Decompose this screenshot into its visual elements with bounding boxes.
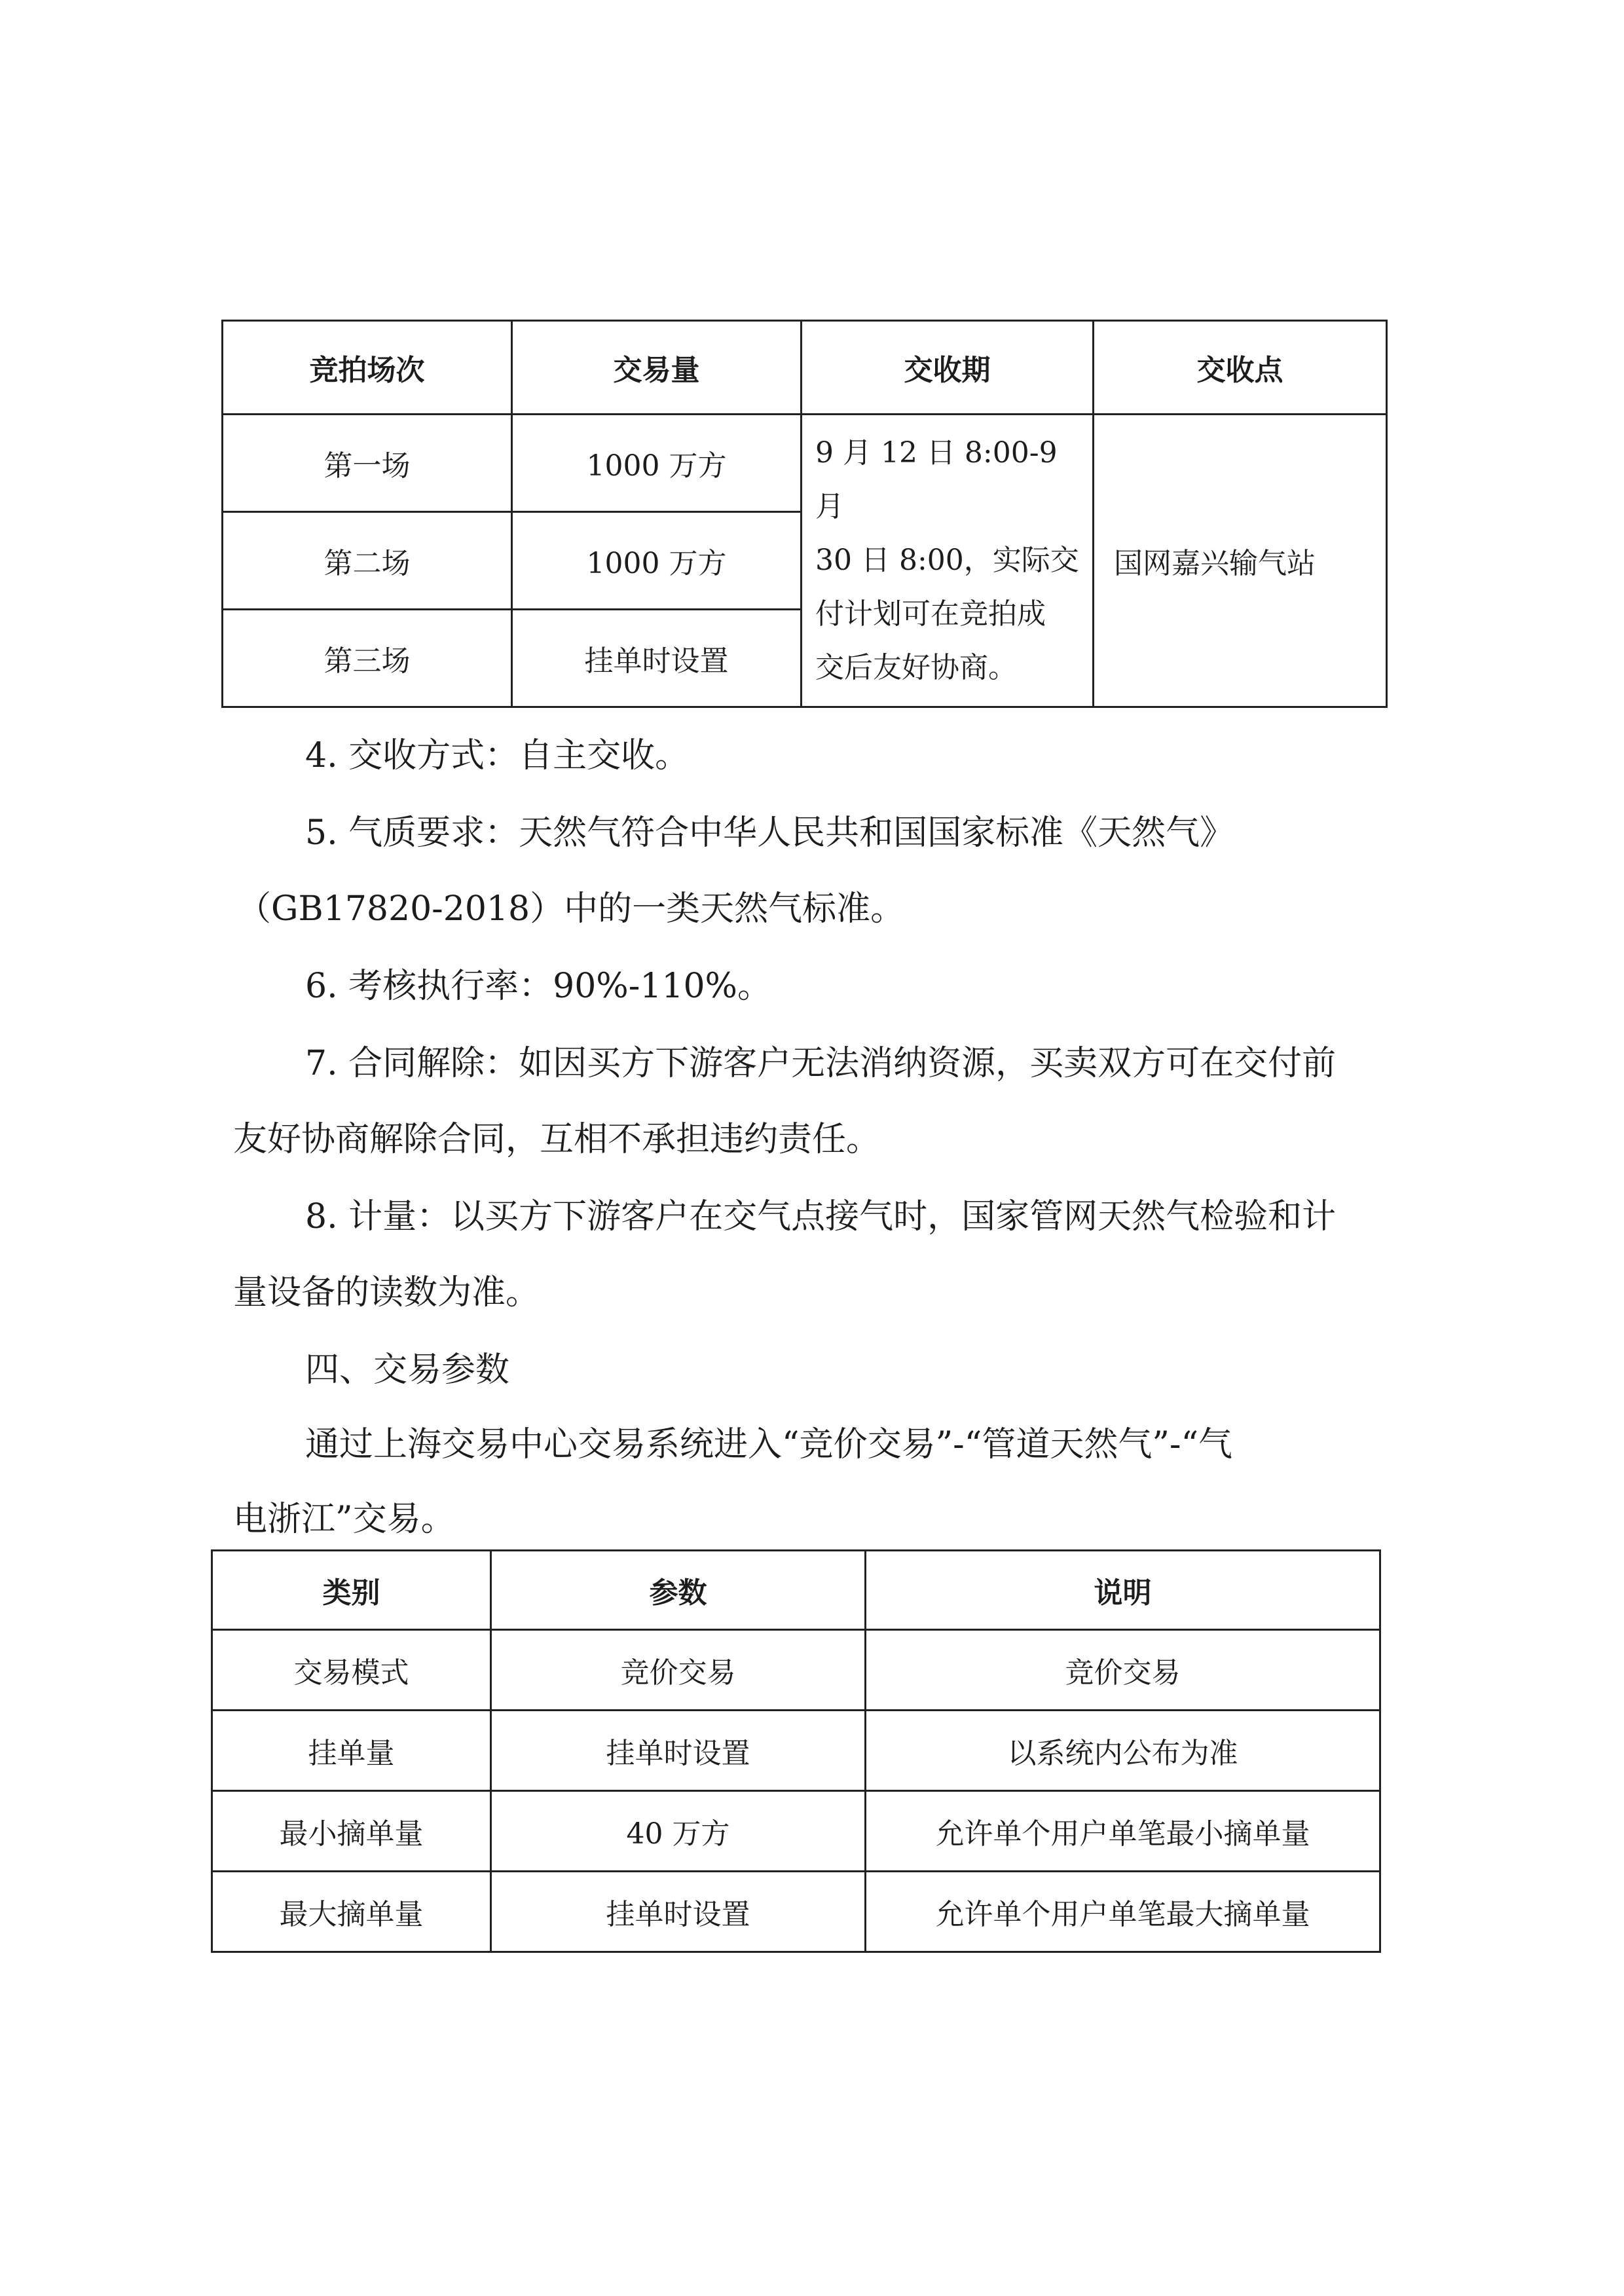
clause-execution-rate: 6. 考核执行率：90%-110%。	[305, 967, 771, 1006]
table-row	[223, 415, 1387, 512]
table-row	[212, 1791, 1380, 1872]
category-cell: 最小摘单量	[212, 1791, 491, 1872]
parameter-cell: 40 万方	[491, 1791, 866, 1872]
period-line: 交后友好协商。	[815, 651, 1017, 684]
parameter-cell: 挂单时设置	[491, 1872, 866, 1952]
table-row	[212, 1872, 1380, 1952]
trade-params-intro-cont: 电浙江”交易。	[233, 1500, 455, 1539]
description-cell: 竞价交易	[866, 1630, 1380, 1711]
table-row	[212, 1711, 1380, 1791]
trade-params-intro: 通过上海交易中心交易系统进入“竞价交易”-“管道天然气”-“气	[305, 1425, 1233, 1464]
header-description: 说明	[866, 1551, 1380, 1630]
session-cell: 第一场	[223, 415, 512, 512]
delivery-schedule-table	[221, 320, 1388, 708]
delivery-period-cell	[802, 415, 1094, 707]
description-cell: 允许单个用户单笔最大摘单量	[866, 1872, 1380, 1952]
clause-metering-cont: 量设备的读数为准。	[233, 1273, 540, 1312]
clause-gas-quality-cont: （GB17820-2018）中的一类天然气标准。	[237, 889, 905, 929]
session-cell: 第三场	[223, 610, 512, 707]
description-cell: 以系统内公布为准	[866, 1711, 1380, 1791]
header-category: 类别	[212, 1551, 491, 1630]
session-cell: 第二场	[223, 512, 512, 610]
period-line: 9 月 12 日 8:00-9 月	[815, 436, 1058, 523]
header-session: 竞拍场次	[223, 321, 512, 415]
clause-contract-termination: 7. 合同解除：如因买方下游客户无法消纳资源，买卖双方可在交付前	[305, 1044, 1337, 1083]
category-cell: 最大摘单量	[212, 1872, 491, 1952]
section-heading-trade-params: 四、交易参数	[305, 1350, 510, 1390]
category-cell: 交易模式	[212, 1630, 491, 1711]
table-header-row	[223, 321, 1387, 415]
period-line: 30 日 8:00，实际交	[815, 544, 1079, 577]
header-volume: 交易量	[512, 321, 802, 415]
volume-cell: 1000 万方	[512, 415, 802, 512]
delivery-point-cell: 国网嘉兴输气站	[1094, 415, 1387, 707]
header-parameter: 参数	[491, 1551, 866, 1630]
clause-delivery-method: 4. 交收方式：自主交收。	[305, 736, 690, 775]
parameter-cell: 竞价交易	[491, 1630, 866, 1711]
table-row	[212, 1630, 1380, 1711]
period-line: 付计划可在竞拍成	[815, 597, 1046, 631]
clause-gas-quality: 5. 气质要求：天然气符合中华人民共和国国家标准《天然气》	[305, 813, 1234, 853]
category-cell: 挂单量	[212, 1711, 491, 1791]
header-delivery-period: 交收期	[802, 321, 1094, 415]
clause-contract-termination-cont: 友好协商解除合同，互相不承担违约责任。	[233, 1120, 881, 1159]
parameter-cell: 挂单时设置	[491, 1711, 866, 1791]
table-header-row	[212, 1551, 1380, 1630]
description-cell: 允许单个用户单笔最小摘单量	[866, 1791, 1380, 1872]
header-delivery-point: 交收点	[1094, 321, 1387, 415]
volume-cell: 1000 万方	[512, 512, 802, 610]
volume-cell: 挂单时设置	[512, 610, 802, 707]
clause-metering: 8. 计量：以买方下游客户在交气点接气时，国家管网天然气检验和计	[305, 1197, 1337, 1236]
trade-parameters-table	[211, 1549, 1381, 1953]
